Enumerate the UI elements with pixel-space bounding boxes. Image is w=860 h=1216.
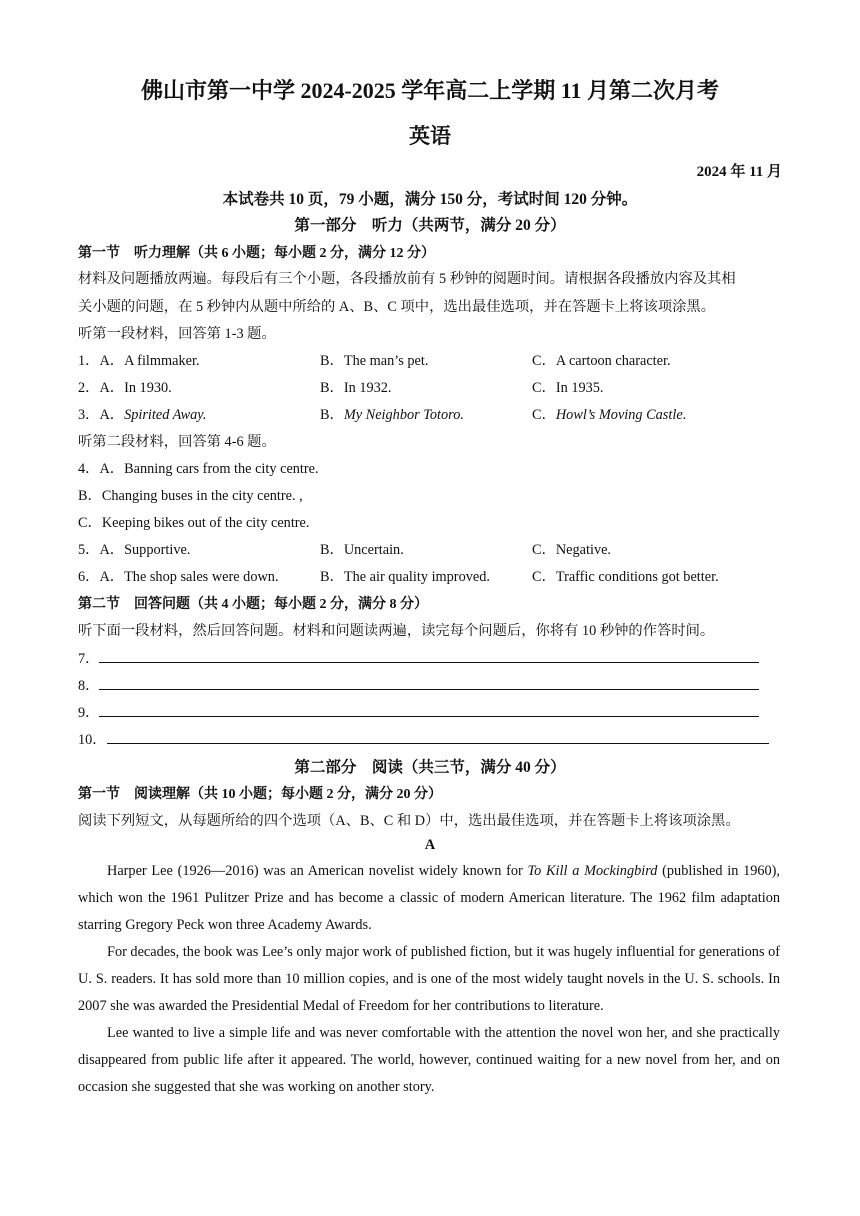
q5-option-b: B．Uncertain. — [320, 542, 404, 558]
subject-title: 英语 — [409, 124, 451, 148]
exam-date: 2024 年 11 月 — [696, 164, 782, 180]
passage-paragraph-2: For decades, the book was Lee’s only major work of published fiction, but it was hugely influential for generations of U. S. readers. It has sold more than 10 million copies, and is one of the most widely taught novels in the U. S. schools. In 2007 she was awarded the Presidential Medal of Freedom for her contributions to literature. — [78, 944, 780, 1014]
answer-blank-8: 8． — [78, 675, 759, 695]
exam-title: 佛山市第一中学 2024-2025 学年高二上学期 11 月第二次月考 — [140, 78, 720, 103]
q2-option-b: B．In 1932. — [320, 380, 392, 396]
exam-instructions: 本试卷共 10 页，79 小题，满分 150 分，考试时间 120 分钟。 — [222, 191, 638, 208]
q2-option-c: C．In 1935. — [532, 380, 604, 396]
listening-section2-intro: 听下面一段材料，然后回答问题。材料和问题读两遍，读完每个问题后，你将有 10 秒钟的作答时间。 — [78, 623, 715, 639]
q5-option-c: C．Negative. — [532, 542, 612, 558]
q3-option-a: 3．A．Spirited Away. — [78, 407, 207, 423]
passage-paragraph-3: Lee wanted to live a simple life and was never comfortable with the attention the novel won her, and she practically disappeared from public life after it appeared. The world, however, continued waiting for a new novel from her, and on occasion she suggested that she was working on another story. — [78, 1025, 780, 1095]
part2-title: 第二部分 阅读（共三节，满分 40 分） — [294, 759, 566, 776]
q3-option-c: C．Howl’s Moving Castle. — [532, 407, 687, 423]
listening-intro-line2: 关小题的问题，在 5 秒钟内从题中所给的 A、B、C 项中，选出最佳选项，并在答题卡上将该项涂黑。 — [78, 299, 716, 315]
answer-blank-10: 10． — [78, 729, 769, 749]
listening-section1-heading: 第一节 听力理解（共 6 小题；每小题 2 分，满分 12 分） — [78, 246, 435, 261]
reading-intro: 阅读下列短文，从每题所给的四个选项（A、B、C 和 D）中，选出最佳选项，并在答题卡上将该项涂黑。 — [78, 813, 740, 829]
q6-option-b: B．The air quality improved. — [320, 569, 490, 585]
material1-instruction: 听第一段材料，回答第 1-3 题。 — [78, 326, 276, 342]
passage-a — [78, 858, 780, 1101]
q2-option-a: 2．A．In 1930. — [78, 380, 172, 396]
q4-option-b: B．Changing buses in the city centre. , — [78, 488, 303, 504]
q1-option-b: B．The man’s pet. — [320, 353, 429, 369]
q3-option-b: B．My Neighbor Totoro. — [320, 407, 464, 423]
answer-blank-9: 9． — [78, 702, 759, 722]
part1-title: 第一部分 听力（共两节，满分 20 分） — [294, 217, 566, 234]
answer-blank-7: 7． — [78, 648, 759, 668]
listening-intro-line1: 材料及问题播放两遍。每段后有三个小题，各段播放前有 5 秒钟的阅题时间。请根据各段播放内容及其相 — [78, 271, 736, 287]
q4-option-a: 4．A．Banning cars from the city centre. — [78, 461, 319, 477]
q5-option-a: 5．A．Supportive. — [78, 542, 191, 558]
material2-instruction: 听第二段材料，回答第 4-6 题。 — [78, 434, 276, 450]
q1-option-c: C．A cartoon character. — [532, 353, 671, 369]
reading-section1-heading: 第一节 阅读理解（共 10 小题；每小题 2 分，满分 20 分） — [78, 787, 442, 802]
q6-option-a: 6．A．The shop sales were down. — [78, 569, 279, 585]
q6-option-c: C．Traffic conditions got better. — [532, 569, 719, 585]
q1-option-a: 1．A．A filmmaker. — [78, 353, 200, 369]
passage-label: A — [424, 837, 436, 853]
listening-section2-heading: 第二节 回答问题（共 4 小题；每小题 2 分，满分 8 分） — [78, 597, 428, 612]
q4-option-c: C．Keeping bikes out of the city centre. — [78, 515, 310, 531]
passage-paragraph-1: Harper Lee (1926—2016) was an American novelist widely known for To Kill a Mockingbird (published in 1960), which won the 1961 Pulitzer Prize and has become a classic of modern American literature. The 1962 film adaptation starring Gregory Peck won three Academy Awards. — [78, 863, 781, 933]
